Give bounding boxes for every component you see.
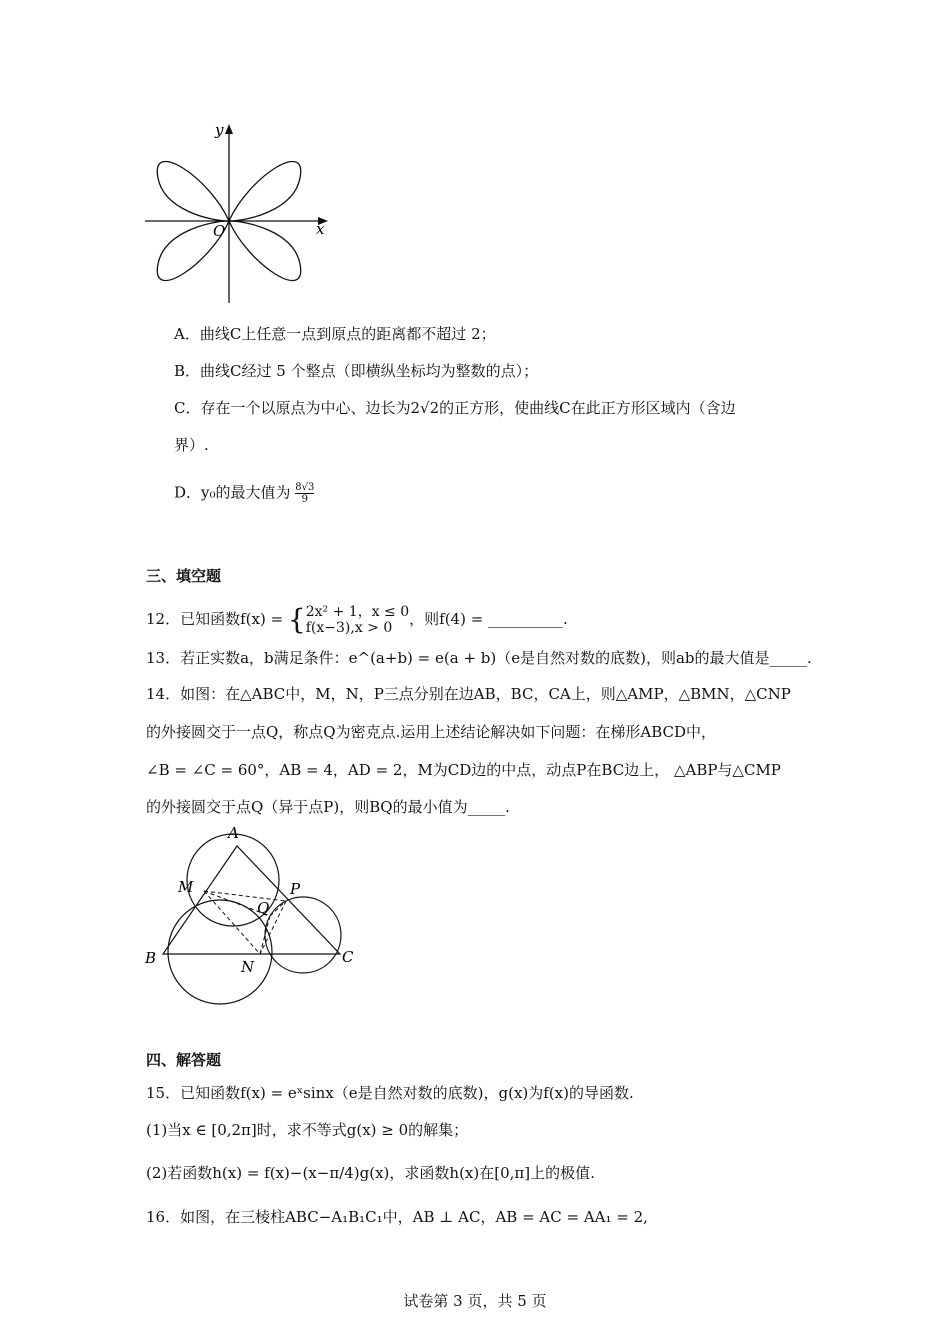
x-axis-label: x <box>316 220 325 238</box>
question-14-line1: 14．如图：在△ABC中，M，N，P三点分别在边AB，BC，CA上，则△AMP，△BMN，△CNP <box>146 685 791 703</box>
page-footer: 试卷第 3 页，共 5 页 <box>403 1292 547 1310</box>
q12-suffix: ，则f(4) = __________. <box>409 610 568 628</box>
y-axis-arrow <box>225 124 233 134</box>
label-n: N <box>241 958 255 976</box>
question-15-part2: (2)若函数h(x) = f(x)−(x−π/4)g(x)，求函数h(x)在[0,π]上的极值. <box>146 1164 595 1182</box>
question-15-part1: (1)当x ∈ [0,2π]时，求不等式g(x) ≥ 0的解集； <box>146 1121 469 1139</box>
option-d-prefix: D．y₀的最大值为 <box>174 483 291 502</box>
label-p: P <box>290 880 301 898</box>
label-b: B <box>145 949 157 967</box>
option-d-numerator: 8√3 <box>295 482 315 493</box>
origin-label: O <box>213 222 226 240</box>
question-15-line1: 15．已知函数f(x) = eˣsinx（e是自然对数的底数)，g(x)为f(x)的导函数. <box>146 1084 634 1102</box>
miquel-point-figure <box>140 820 370 1005</box>
q12-case-1: 2x² + 1，x ≤ 0 <box>305 604 410 620</box>
question-14-line4: 的外接圆交于点Q（异于点P)，则BQ的最小值为_____. <box>146 798 510 816</box>
q12-piecewise <box>306 604 409 636</box>
four-leaf-curve-figure <box>140 118 340 308</box>
section-3-title: 三、填空题 <box>146 567 222 585</box>
option-b: B．曲线C经过 5 个整点（即横纵坐标均为整数的点）； <box>174 362 539 380</box>
label-a: A <box>228 824 239 842</box>
option-d <box>174 482 314 505</box>
q12-case-2: f(x−3),x > 0 <box>305 620 393 636</box>
section-4-title: 四、解答题 <box>146 1051 222 1069</box>
question-14-line2: 的外接圆交于一点Q，称点Q为密克点.运用上述结论解决如下问题：在梯形ABCD中， <box>146 723 717 741</box>
option-c-line2: 界）. <box>174 436 209 454</box>
question-12: 12．已知函数f(x) = { 2x² + 1，x ≤ 0 f(x−3),x > 0 ，则f(4) = __________. <box>146 603 568 636</box>
label-m: M <box>178 878 194 896</box>
circle-cnp <box>265 897 341 973</box>
question-16-line1: 16．如图，在三棱柱ABC−A₁B₁C₁中，AB ⊥ AC，AB = AC = AA₁ = 2, <box>146 1208 648 1226</box>
question-14-line3: ∠B = ∠C = 60°，AB = 4，AD = 2，M为CD边的中点，动点P在BC边上， △ABP与△CMP <box>146 761 781 779</box>
label-c: C <box>342 948 354 966</box>
option-a: A．曲线C上任意一点到原点的距离都不超过 2； <box>174 325 496 343</box>
q12-prefix: 12．已知函数f(x) = <box>146 610 288 628</box>
option-c-line1: C．存在一个以原点为中心、边长为2√2的正方形，使曲线C在此正方形区域内（含边 <box>174 399 736 417</box>
triangle-abc <box>163 846 340 954</box>
label-q: Q <box>257 899 270 917</box>
segment-mp <box>204 891 286 901</box>
question-13: 13．若正实数a，b满足条件：e^(a+b) = e(a + b)（e是自然对数的底数)，则ab的最大值是_____. <box>146 649 812 667</box>
option-d-denominator: 9 <box>301 494 309 505</box>
y-axis-label: y <box>215 121 224 139</box>
